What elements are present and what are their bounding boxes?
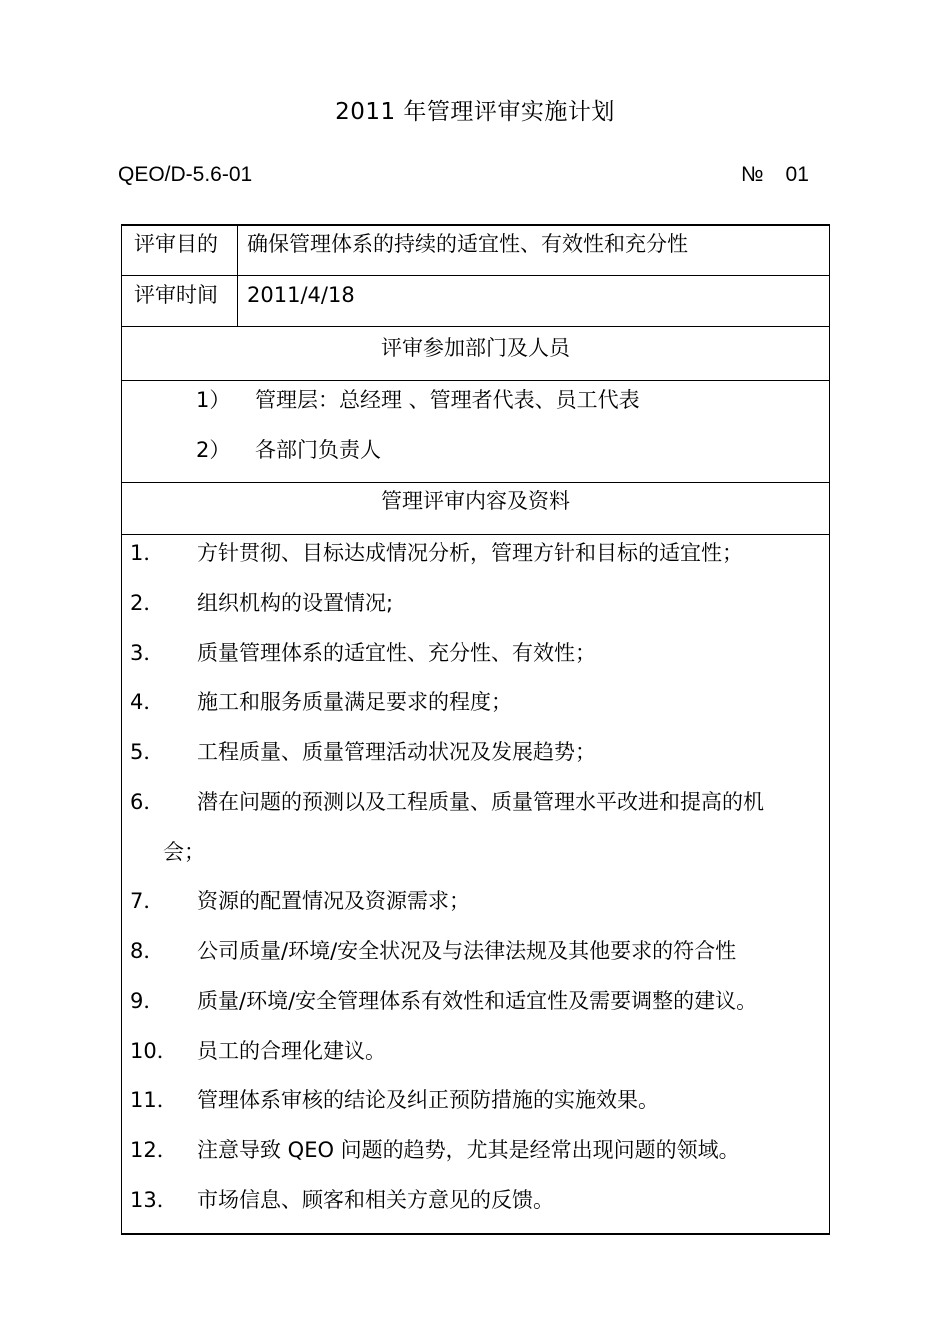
content-item-text: 工程质量、质量管理活动状况及发展趋势； bbox=[197, 740, 596, 764]
content-item-text: 市场信息、顾客和相关方意见的反馈。 bbox=[197, 1188, 554, 1212]
label-column-divider bbox=[237, 226, 238, 326]
content-item-text: 管理体系审核的结论及纠正预防措施的实施效果。 bbox=[197, 1088, 659, 1112]
content-item-text: 资源的配置情况及资源需求； bbox=[197, 889, 470, 913]
time-value: 2011/4/18 bbox=[247, 283, 355, 307]
participants-header: 评审参加部门及人员 bbox=[381, 336, 570, 360]
document-title: 2011 年管理评审实施计划 bbox=[335, 99, 615, 125]
table-divider bbox=[121, 380, 830, 381]
content-item-number: 11． bbox=[130, 1088, 178, 1112]
content-item-text: 员工的合理化建议。 bbox=[197, 1039, 386, 1063]
content-header: 管理评审内容及资料 bbox=[381, 489, 570, 513]
content-item-number: 4． bbox=[130, 690, 165, 714]
content-item-number: 6． bbox=[130, 790, 165, 814]
content-item-text: 注意导致 QEO 问题的趋势，尤其是经常出现问题的领域。 bbox=[197, 1138, 740, 1162]
content-item-text: 潜在问题的预测以及工程质量、质量管理水平改进和提高的机 bbox=[197, 790, 764, 814]
content-item-continuation: 会； bbox=[163, 840, 205, 864]
number-value: 01 bbox=[785, 163, 809, 186]
document-code: QEO/D-5.6-01 bbox=[118, 163, 253, 186]
content-item-number: 9． bbox=[130, 989, 165, 1013]
content-item-number: 12． bbox=[130, 1138, 178, 1162]
content-item-text: 施工和服务质量满足要求的程度； bbox=[197, 690, 512, 714]
table-divider bbox=[121, 534, 830, 535]
content-item-number: 13． bbox=[130, 1188, 178, 1212]
time-label: 评审时间 bbox=[134, 283, 218, 307]
content-item-number: 1． bbox=[130, 541, 165, 565]
table-divider bbox=[121, 326, 830, 327]
content-item-number: 2． bbox=[130, 591, 165, 615]
content-item-number: 3． bbox=[130, 641, 165, 665]
table-divider bbox=[121, 482, 830, 483]
number-sign: № bbox=[741, 163, 764, 186]
participant-text: 管理层：总经理 、管理者代表、员工代表 bbox=[255, 388, 640, 412]
table-divider bbox=[121, 275, 830, 276]
participant-text: 各部门负责人 bbox=[255, 438, 381, 462]
content-item-number: 8． bbox=[130, 939, 165, 963]
content-item-number: 10． bbox=[130, 1039, 178, 1063]
purpose-label: 评审目的 bbox=[134, 232, 218, 256]
content-item-text: 公司质量/环境/安全状况及与法律法规及其他要求的符合性 bbox=[197, 939, 737, 963]
plan-table bbox=[121, 224, 830, 1235]
content-item-text: 质量/环境/安全管理体系有效性和适宜性及需要调整的建议。 bbox=[197, 989, 758, 1013]
content-item-text: 质量管理体系的适宜性、充分性、有效性； bbox=[197, 641, 596, 665]
participant-number: 2） bbox=[196, 438, 231, 462]
document-number bbox=[741, 160, 809, 190]
content-item-text: 方针贯彻、目标达成情况分析，管理方针和目标的适宜性； bbox=[197, 541, 743, 565]
purpose-value: 确保管理体系的持续的适宜性、有效性和充分性 bbox=[247, 232, 688, 256]
content-item-number: 5． bbox=[130, 740, 165, 764]
participant-number: 1） bbox=[196, 388, 231, 412]
content-item-number: 7． bbox=[130, 889, 165, 913]
content-item-text: 组织机构的设置情况; bbox=[197, 591, 394, 615]
